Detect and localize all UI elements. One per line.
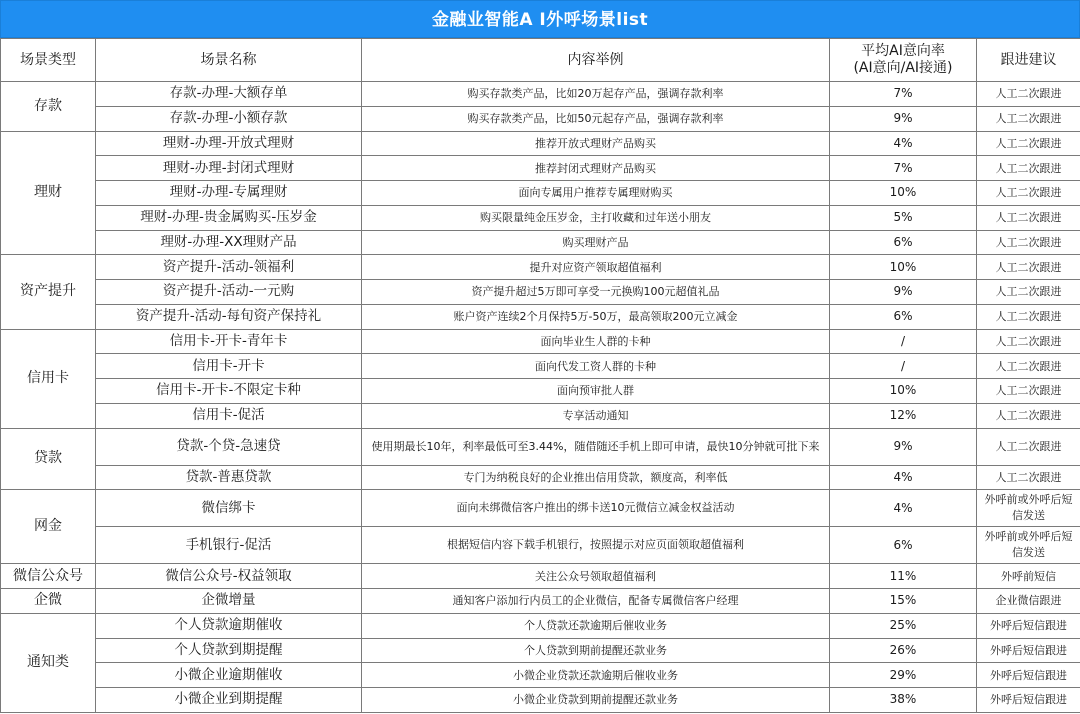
table-row — [1, 688, 1080, 713]
scene-type-cell: 信用卡 — [1, 329, 96, 428]
table-row — [1, 564, 1080, 589]
scene-name-cell: 理财-办理-专属理财 — [96, 181, 362, 206]
scene-type-cell: 通知类 — [1, 613, 96, 712]
table-row — [1, 354, 1080, 379]
scene-type-cell: 网金 — [1, 490, 96, 564]
scene-name-cell: 贷款-个贷-急速贷 — [96, 428, 362, 465]
content-example-cell: 个人贷款到期前提醒还款业务 — [362, 638, 830, 663]
table-row — [1, 403, 1080, 428]
content-example-cell: 通知客户添加行内员工的企业微信，配备专属微信客户经理 — [362, 589, 830, 614]
scene-name-cell: 信用卡-促活 — [96, 403, 362, 428]
header-rate-line2: (AI意向/AI接通) — [853, 60, 953, 76]
ai-intent-rate-cell: 6% — [830, 230, 977, 255]
follow-up-advice-cell: 人工二次跟进 — [977, 428, 1080, 465]
ai-intent-rate-cell: 10% — [830, 181, 977, 206]
ai-intent-rate-cell: 9% — [830, 280, 977, 305]
table-row — [1, 255, 1080, 280]
ai-intent-rate-cell: 15% — [830, 589, 977, 614]
ai-intent-rate-cell: 10% — [830, 255, 977, 280]
table-row — [1, 181, 1080, 206]
content-example-cell: 面向专属用户推荐专属理财购买 — [362, 181, 830, 206]
content-example-cell: 购买存款类产品，比如50元起存产品，强调存款利率 — [362, 106, 830, 131]
table-row — [1, 106, 1080, 131]
header-scene-name: 场景名称 — [96, 39, 362, 82]
scenario-table — [0, 38, 1080, 713]
follow-up-advice-cell: 外呼后短信跟进 — [977, 613, 1080, 638]
follow-up-advice-cell: 人工二次跟进 — [977, 465, 1080, 490]
follow-up-advice-cell: 人工二次跟进 — [977, 280, 1080, 305]
ai-intent-rate-cell: 5% — [830, 205, 977, 230]
table-row — [1, 156, 1080, 181]
scene-name-cell: 资产提升-活动-一元购 — [96, 280, 362, 305]
content-example-cell: 推荐封闭式理财产品购买 — [362, 156, 830, 181]
header-rate-line1: 平均AI意向率 — [861, 43, 945, 59]
ai-intent-rate-cell: 11% — [830, 564, 977, 589]
content-example-cell: 面向代发工资人群的卡种 — [362, 354, 830, 379]
scene-name-cell: 手机银行-促活 — [96, 527, 362, 564]
follow-up-advice-cell: 外呼后短信跟进 — [977, 638, 1080, 663]
scene-name-cell: 存款-办理-大额存单 — [96, 82, 362, 107]
table-row — [1, 230, 1080, 255]
table-row — [1, 329, 1080, 354]
scene-name-cell: 理财-办理-封闭式理财 — [96, 156, 362, 181]
content-example-cell: 关注公众号领取超值福利 — [362, 564, 830, 589]
follow-up-advice-cell: 人工二次跟进 — [977, 131, 1080, 156]
follow-up-advice-cell: 人工二次跟进 — [977, 230, 1080, 255]
ai-intent-rate-cell: 12% — [830, 403, 977, 428]
follow-up-advice-cell: 人工二次跟进 — [977, 205, 1080, 230]
content-example-cell: 个人贷款还款逾期后催收业务 — [362, 613, 830, 638]
scene-type-cell: 贷款 — [1, 428, 96, 490]
content-example-cell: 小微企业贷款到期前提醒还款业务 — [362, 688, 830, 713]
header-follow-up-advice: 跟进建议 — [977, 39, 1080, 82]
content-example-cell: 账户资产连续2个月保持5万-50万，最高领取200元立减金 — [362, 304, 830, 329]
table-body — [1, 82, 1080, 713]
scene-name-cell: 企微增量 — [96, 589, 362, 614]
ai-intent-rate-cell: 9% — [830, 428, 977, 465]
ai-intent-rate-cell: 38% — [830, 688, 977, 713]
scene-name-cell: 理财-办理-XX理财产品 — [96, 230, 362, 255]
scene-name-cell: 理财-办理-开放式理财 — [96, 131, 362, 156]
header-row — [1, 39, 1080, 82]
content-example-cell: 面向预审批人群 — [362, 379, 830, 404]
ai-intent-rate-cell: 4% — [830, 465, 977, 490]
scene-name-cell: 理财-办理-贵金属购买-压岁金 — [96, 205, 362, 230]
ai-intent-rate-cell: 7% — [830, 82, 977, 107]
follow-up-advice-cell: 人工二次跟进 — [977, 403, 1080, 428]
table-row — [1, 280, 1080, 305]
ai-intent-rate-cell: 6% — [830, 304, 977, 329]
content-example-cell: 面向未绑微信客户推出的绑卡送10元微信立减金权益活动 — [362, 490, 830, 527]
scene-type-cell: 存款 — [1, 82, 96, 132]
table-row — [1, 490, 1080, 527]
follow-up-advice-cell: 企业微信跟进 — [977, 589, 1080, 614]
scene-name-cell: 个人贷款逾期催收 — [96, 613, 362, 638]
ai-intent-rate-cell: 26% — [830, 638, 977, 663]
content-example-cell: 购买存款类产品，比如20万起存产品，强调存款利率 — [362, 82, 830, 107]
ai-intent-rate-cell: / — [830, 354, 977, 379]
scene-name-cell: 小微企业逾期催收 — [96, 663, 362, 688]
header-content-example: 内容举例 — [362, 39, 830, 82]
table-row — [1, 613, 1080, 638]
ai-intent-rate-cell: 29% — [830, 663, 977, 688]
table-row — [1, 589, 1080, 614]
table-row — [1, 663, 1080, 688]
ai-intent-rate-cell: / — [830, 329, 977, 354]
content-example-cell: 小微企业贷款还款逾期后催收业务 — [362, 663, 830, 688]
follow-up-advice-cell: 人工二次跟进 — [977, 255, 1080, 280]
ai-intent-rate-cell: 9% — [830, 106, 977, 131]
follow-up-advice-cell: 外呼前或外呼后短信发送 — [977, 527, 1080, 564]
scene-name-cell: 存款-办理-小额存款 — [96, 106, 362, 131]
scene-type-cell: 理财 — [1, 131, 96, 255]
ai-intent-rate-cell: 4% — [830, 490, 977, 527]
content-example-cell: 使用期最长10年，利率最低可至3.44%，随借随还手机上即可申请，最快10分钟就可批下来 — [362, 428, 830, 465]
scene-name-cell: 资产提升-活动-每旬资产保持礼 — [96, 304, 362, 329]
table-row — [1, 304, 1080, 329]
follow-up-advice-cell: 人工二次跟进 — [977, 354, 1080, 379]
scene-name-cell: 信用卡-开卡-不限定卡种 — [96, 379, 362, 404]
ai-intent-rate-cell: 7% — [830, 156, 977, 181]
follow-up-advice-cell: 外呼后短信跟进 — [977, 663, 1080, 688]
scene-name-cell: 微信公众号-权益领取 — [96, 564, 362, 589]
content-example-cell: 根据短信内容下载手机银行，按照提示对应页面领取超值福利 — [362, 527, 830, 564]
follow-up-advice-cell: 人工二次跟进 — [977, 304, 1080, 329]
content-example-cell: 购买限量纯金压岁金，主打收藏和过年送小朋友 — [362, 205, 830, 230]
scene-name-cell: 信用卡-开卡 — [96, 354, 362, 379]
ai-intent-rate-cell: 10% — [830, 379, 977, 404]
ai-intent-rate-cell: 4% — [830, 131, 977, 156]
follow-up-advice-cell: 外呼前或外呼后短信发送 — [977, 490, 1080, 527]
content-example-cell: 提升对应资产领取超值福利 — [362, 255, 830, 280]
table-row — [1, 527, 1080, 564]
follow-up-advice-cell: 外呼前短信 — [977, 564, 1080, 589]
scene-name-cell: 小微企业到期提醒 — [96, 688, 362, 713]
follow-up-advice-cell: 人工二次跟进 — [977, 329, 1080, 354]
ai-intent-rate-cell: 25% — [830, 613, 977, 638]
table-row — [1, 638, 1080, 663]
follow-up-advice-cell: 人工二次跟进 — [977, 156, 1080, 181]
table-row — [1, 205, 1080, 230]
follow-up-advice-cell: 人工二次跟进 — [977, 82, 1080, 107]
table-title: 金融业智能A I外呼场景list — [0, 0, 1080, 38]
content-example-cell: 购买理财产品 — [362, 230, 830, 255]
scene-name-cell: 资产提升-活动-领福利 — [96, 255, 362, 280]
content-example-cell: 面向毕业生人群的卡种 — [362, 329, 830, 354]
follow-up-advice-cell: 人工二次跟进 — [977, 379, 1080, 404]
table-row — [1, 82, 1080, 107]
scene-name-cell: 贷款-普惠贷款 — [96, 465, 362, 490]
scene-name-cell: 微信绑卡 — [96, 490, 362, 527]
content-example-cell: 推荐开放式理财产品购买 — [362, 131, 830, 156]
content-example-cell: 资产提升超过5万即可享受一元换购100元超值礼品 — [362, 280, 830, 305]
table-row — [1, 428, 1080, 465]
scene-type-cell: 企微 — [1, 589, 96, 614]
follow-up-advice-cell: 人工二次跟进 — [977, 181, 1080, 206]
header-scene-type: 场景类型 — [1, 39, 96, 82]
scene-name-cell: 信用卡-开卡-青年卡 — [96, 329, 362, 354]
table-row — [1, 379, 1080, 404]
scene-name-cell: 个人贷款到期提醒 — [96, 638, 362, 663]
table-row — [1, 131, 1080, 156]
follow-up-advice-cell: 外呼后短信跟进 — [977, 688, 1080, 713]
ai-intent-rate-cell: 6% — [830, 527, 977, 564]
content-example-cell: 专享活动通知 — [362, 403, 830, 428]
scene-type-cell: 微信公众号 — [1, 564, 96, 589]
scene-type-cell: 资产提升 — [1, 255, 96, 329]
header-avg-ai-intent-rate — [830, 39, 977, 82]
content-example-cell: 专门为纳税良好的企业推出信用贷款，额度高，利率低 — [362, 465, 830, 490]
table-row — [1, 465, 1080, 490]
follow-up-advice-cell: 人工二次跟进 — [977, 106, 1080, 131]
